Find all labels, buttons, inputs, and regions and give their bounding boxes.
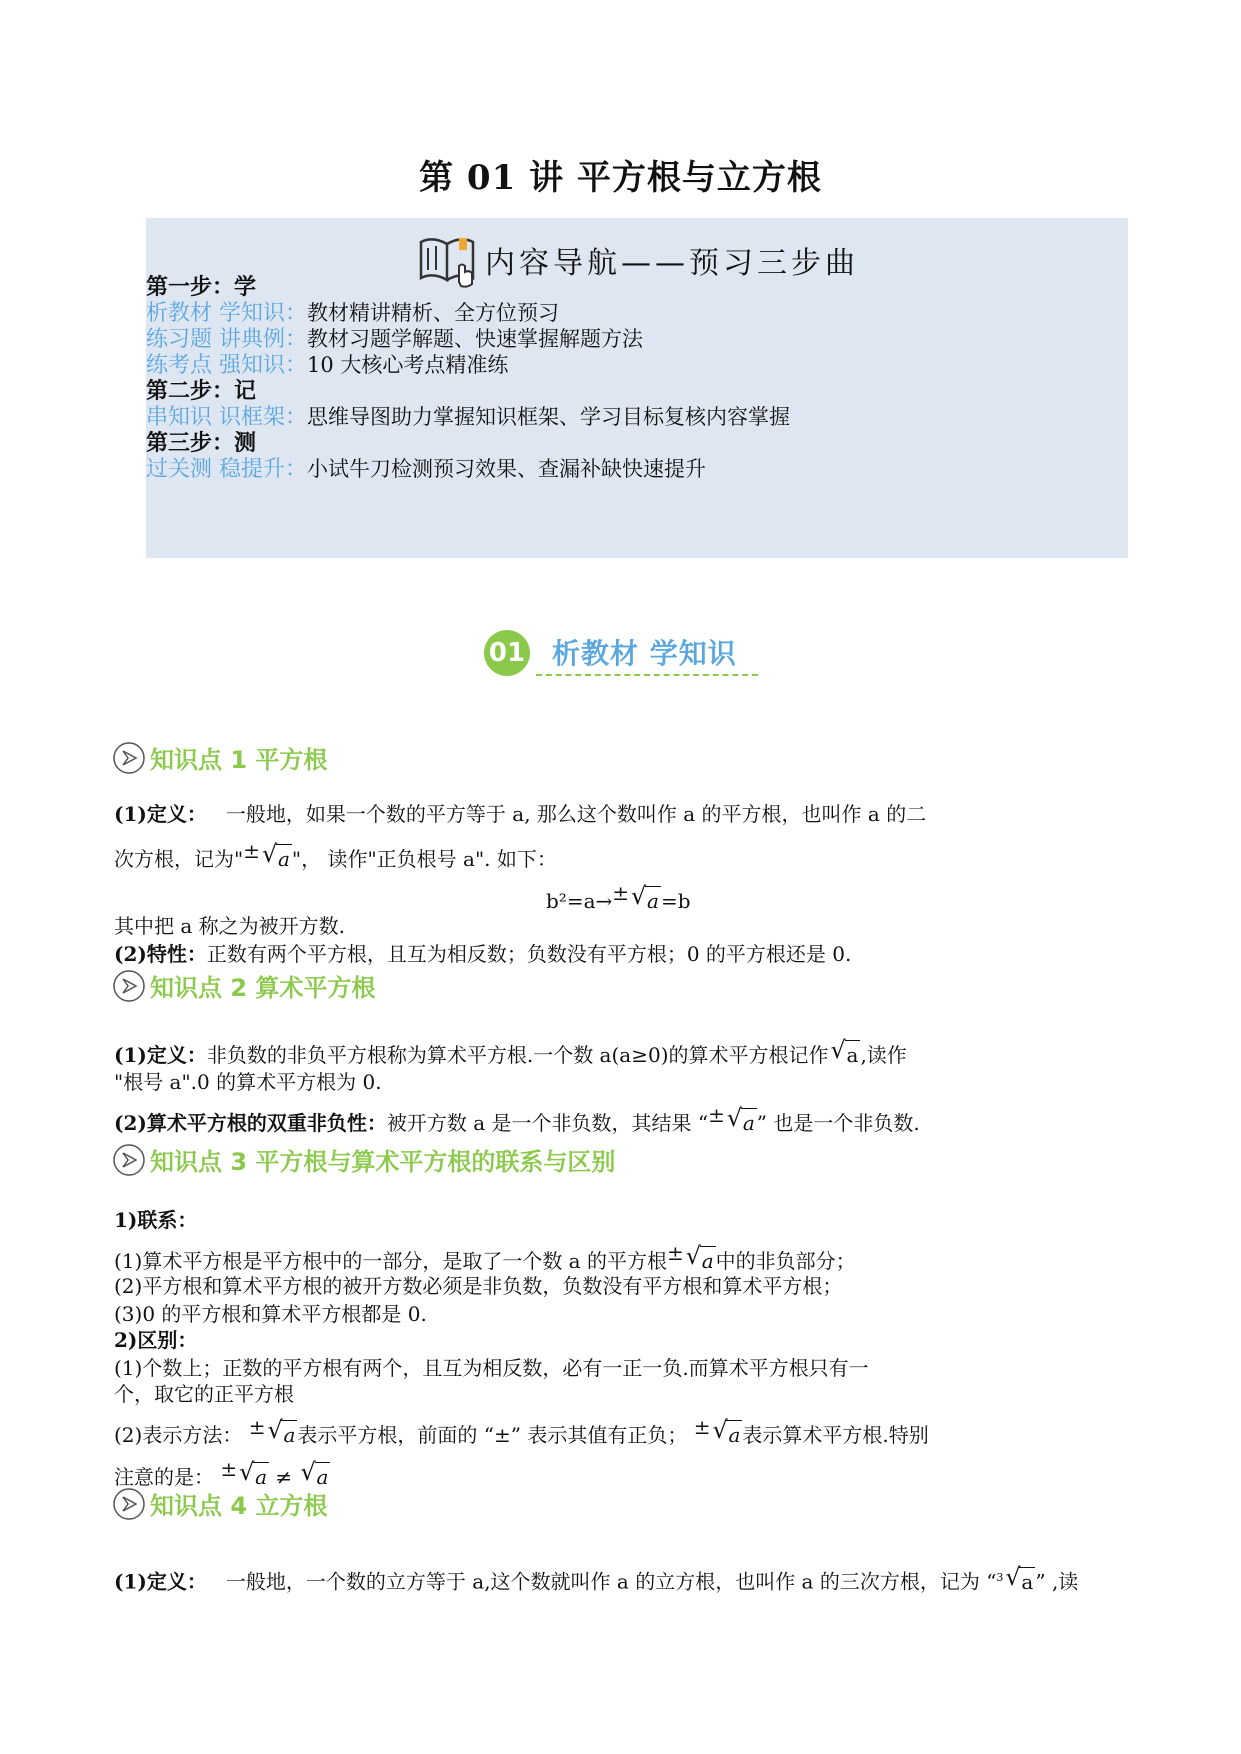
step-1: 第一步：学 (146, 275, 257, 300)
sqrt-a: √ a (239, 1462, 269, 1491)
not-equal-symbol: ≠ (275, 1465, 293, 1489)
kp3-line3: (2)平方根和算术平方根的被开方数必须是非负数，负数没有平方根和算术平方根； (114, 1274, 843, 1298)
kp2-property (114, 1103, 920, 1137)
nav-row-value: 小试牛刀检测预习效果、查漏补缺快速提升 (307, 457, 706, 481)
knowledge-point-1-heading (112, 740, 327, 775)
book-hand-icon (415, 232, 481, 288)
difference-label: 2)区别： (114, 1328, 198, 1352)
definition-label: (1)定义： (114, 802, 207, 826)
step-3: 第三步：测 (146, 431, 257, 456)
nav-row-value: 10 大核心考点精准练 (307, 353, 509, 377)
kp1-formula (546, 881, 691, 915)
property-text: 被开方数 a 是一个非负数，其结果 “ (386, 1111, 709, 1135)
text: 表示算术平方根.特别 (742, 1423, 929, 1447)
sqrt-a: √ a (262, 844, 292, 873)
kp3-line4: (3)0 的平方根和算术平方根都是 0. (114, 1302, 427, 1326)
property-text: ” 也是一个非负数. (756, 1111, 920, 1135)
nav-row-5 (146, 452, 706, 483)
plus-minus-symbol: ± (243, 839, 260, 863)
definition-label: (1)定义： (114, 1043, 207, 1067)
property-label: (2)特性： (114, 942, 207, 966)
kp1-property (114, 940, 851, 968)
definition-text: 一般地，如果一个数的平方等于 a, 那么这个数叫作 a 的平方根，也叫作 a 的二 (225, 802, 927, 826)
text: 中的非负部分； (715, 1249, 856, 1273)
arrow-circle-icon (112, 969, 146, 1003)
definition-text: 次方根，记为" (114, 847, 244, 871)
nav-title: 内容导航——预习三步曲 (485, 246, 859, 281)
cube-root-index: 3 (996, 1571, 1004, 1584)
nav-row-key: 练习题 讲典例： (146, 327, 307, 352)
definition-text: "， 读作"正负根号 a". 如下： (291, 847, 557, 871)
connection-label: 1)联系： (114, 1208, 198, 1232)
sqrt-a: √ a (727, 1108, 757, 1137)
text: 注意的是： (114, 1465, 214, 1489)
kp1-note: 其中把 a 称之为被开方数. (114, 914, 345, 938)
text: (1)算术平方根是平方根中的一部分，是取了一个数 a 的平方根 (114, 1249, 667, 1273)
nav-row-value: 思维导图助力掌握知识框架、学习目标复核内容掌握 (307, 405, 790, 429)
nav-row-key: 练考点 强知识： (146, 353, 307, 378)
kp3-line5 (114, 1326, 197, 1354)
nav-header (146, 232, 1128, 288)
step-2: 第二步：记 (146, 379, 257, 404)
section-number-badge: 01 (484, 630, 530, 676)
kp3-line2 (114, 1241, 856, 1275)
arrow-circle-icon (112, 741, 146, 775)
formula-left: b²=a→ (546, 889, 613, 913)
cube-root-a: √ a (1005, 1567, 1035, 1596)
text: 表示平方根，前面的 “±” 表示其值有正负； (297, 1423, 688, 1447)
knowledge-point-title: 知识点 3 平方根与算术平方根的联系与区别 (150, 1148, 616, 1176)
kp1-definition-line1 (114, 800, 926, 828)
section-underline (536, 674, 758, 676)
text: (2)表示方法： (114, 1423, 243, 1447)
kp3-line8 (114, 1415, 929, 1449)
sqrt-a: √ a (267, 1420, 297, 1449)
sqrt-a: √ a (712, 1420, 742, 1449)
knowledge-point-2-heading (112, 968, 375, 1003)
plus-minus-symbol: ± (666, 1241, 684, 1265)
section-title: 析教材 学知识 (552, 637, 737, 670)
content-navigation-box (146, 218, 1128, 558)
nav-row-key: 过关测 稳提升： (146, 457, 307, 482)
knowledge-point-3-heading (112, 1142, 615, 1177)
sqrt-a: √ a (686, 1246, 716, 1275)
property-label: (2)算术平方根的双重非负性： (114, 1111, 387, 1135)
kp2-definition-line2: "根号 a".0 的算术平方根为 0. (114, 1070, 382, 1094)
plus-minus-symbol: ± (693, 1415, 711, 1439)
knowledge-point-title: 知识点 1 平方根 (150, 746, 328, 774)
sqrt-a: √ a (831, 1040, 861, 1069)
definition-text: ,读作 (860, 1043, 907, 1067)
plus-minus-symbol: ± (708, 1103, 725, 1127)
nav-row-key: 析教材 学知识： (146, 301, 307, 326)
plus-minus-symbol: ± (612, 881, 630, 905)
kp1-definition-line2 (114, 839, 557, 873)
sqrt-a: √ a (301, 1462, 331, 1491)
property-text: 正数有两个平方根，且互为相反数；负数没有平方根；0 的平方根还是 0. (206, 942, 852, 966)
knowledge-point-title: 知识点 4 立方根 (150, 1492, 328, 1520)
sqrt-a: √ a (631, 886, 661, 915)
plus-minus-symbol: ± (248, 1415, 266, 1439)
arrow-circle-icon (112, 1487, 146, 1521)
definition-text: 一般地，一个数的立方等于 a,这个数就叫作 a 的立方根，也叫作 a 的三次方根，记为 “ (225, 1569, 997, 1594)
kp3-line6: (1)个数上；正数的平方根有两个，且互为相反数，必有一正一负.而算术平方根只有一 (114, 1356, 869, 1380)
kp3-line1 (114, 1206, 197, 1234)
page-title: 第 01 讲 平方根与立方根 (419, 158, 822, 198)
kp3-line7: 个，取它的正平方根 (114, 1382, 294, 1406)
formula-right: =b (660, 889, 691, 913)
nav-row-key: 串知识 识框架： (146, 405, 307, 430)
nav-row-value: 教材习题学解题、快速掌握解题方法 (307, 327, 643, 351)
kp2-definition-line1 (114, 1040, 907, 1069)
definition-text: ” ,读 (1035, 1569, 1079, 1594)
definition-text: 非负数的非负平方根称为算术平方根.一个数 a(a≥0)的算术平方根记作 (206, 1043, 829, 1067)
plus-minus-symbol: ± (220, 1457, 238, 1481)
arrow-circle-icon (112, 1143, 146, 1177)
definition-label: (1)定义： (114, 1569, 207, 1594)
nav-row-value: 教材精讲精析、全方位预习 (307, 301, 559, 325)
knowledge-point-title: 知识点 2 算术平方根 (150, 974, 376, 1002)
kp4-definition (114, 1564, 1078, 1596)
knowledge-point-4-heading (112, 1486, 327, 1521)
